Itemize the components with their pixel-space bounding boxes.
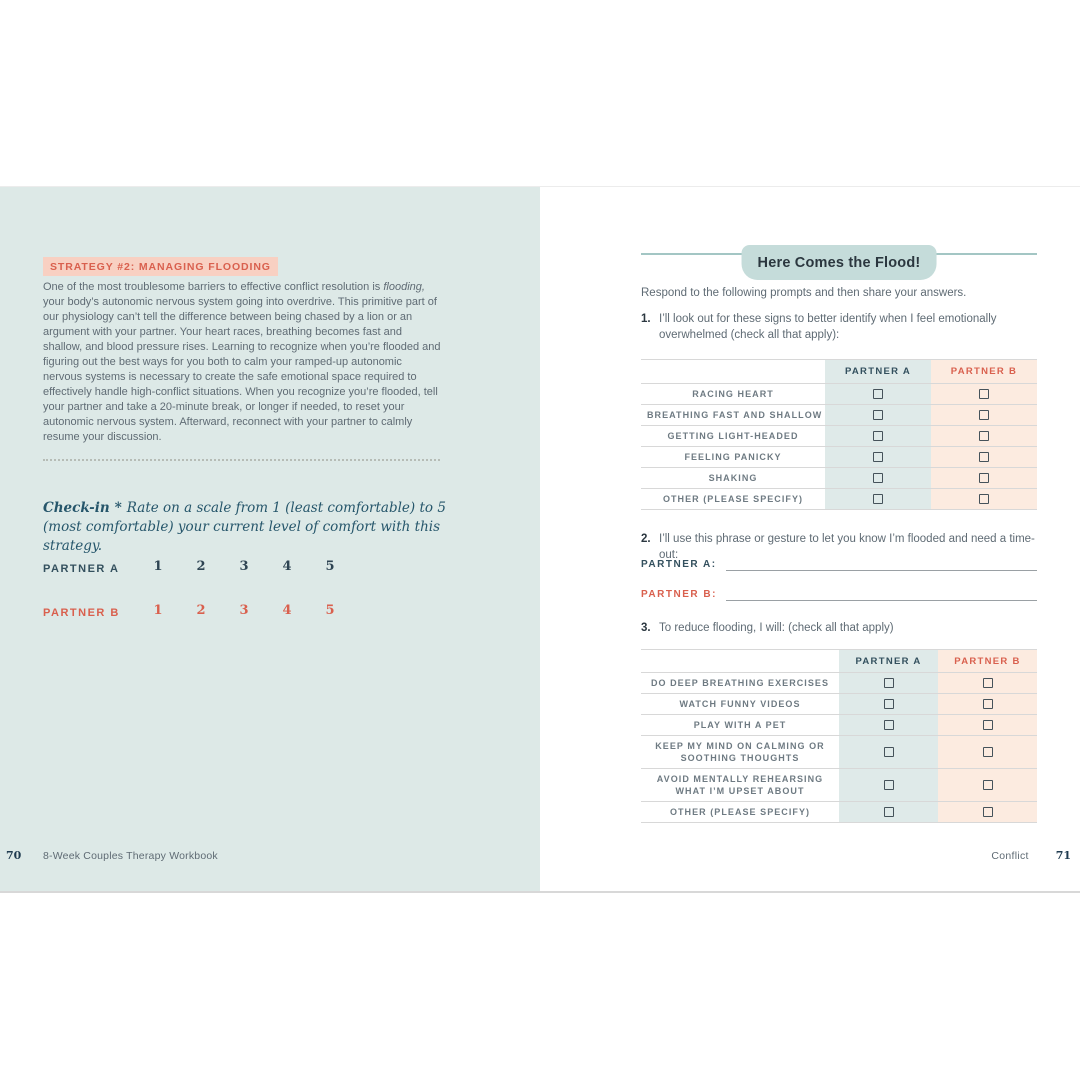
rating-option-3[interactable]: 3 [239,559,249,574]
checkbox-partner-a[interactable] [884,807,894,817]
rating-option-3[interactable]: 3 [239,603,249,618]
table-row-label: FEELING PANICKY [641,447,825,468]
checkbox-partner-b[interactable] [979,389,989,399]
checkbox-partner-b[interactable] [979,473,989,483]
paragraph-italic-term: flooding, [383,281,425,293]
checkbox-partner-a[interactable] [873,410,883,420]
table-row-label: WATCH FUNNY VIDEOS [641,694,839,715]
table-row [641,736,1037,769]
prompt-3-number: 3. [641,622,651,634]
page-number-right: 71 [1055,849,1071,862]
partner-b-response-line[interactable] [726,587,1037,601]
table-cell [938,769,1037,802]
prompt-1-text: I’ll look out for these signs to better identify when I feel emotionally overwhelmed (check all that apply): [659,313,997,341]
checkin-label: Check-in [43,500,110,516]
table-header-partner-b: PARTNER B [931,360,1037,384]
checkbox-partner-b[interactable] [979,410,989,420]
checkbox-partner-b[interactable] [983,720,993,730]
table-cell [938,736,1037,769]
prompt-1 [641,312,1011,343]
table-cell [825,405,931,426]
table-cell [931,384,1037,405]
page-left [0,187,540,891]
checkbox-partner-b[interactable] [983,699,993,709]
rating-option-4[interactable]: 4 [282,559,292,574]
table-row-label: GETTING LIGHT-HEADED [641,426,825,447]
strategy-heading: STRATEGY #2: MANAGING FLOODING [43,257,278,276]
partner-a-rating-label: PARTNER A [43,563,120,575]
table-cell [931,468,1037,489]
page-right [540,187,1080,891]
table-header-row [641,650,1037,673]
checkbox-partner-a[interactable] [884,678,894,688]
table-row-label: AVOID MENTALLY REHEARSING WHAT I’M UPSET ABOUT [641,769,839,802]
table-cell [938,673,1037,694]
checkbox-partner-a[interactable] [884,780,894,790]
dotted-divider [43,459,440,461]
rating-option-1[interactable]: 1 [153,559,163,574]
write-in-partner-a [641,555,1037,571]
table-cell [839,736,938,769]
table-row [641,468,1037,489]
checkbox-partner-a[interactable] [884,720,894,730]
table-row [641,802,1037,823]
table-row [641,405,1037,426]
table-row [641,447,1037,468]
table-cell [839,802,938,823]
prompt-1-number: 1. [641,313,651,325]
table-cell [825,489,931,510]
book-spread [0,186,1080,893]
table-cell [839,769,938,802]
rating-option-2[interactable]: 2 [196,559,206,574]
table-row-label: BREATHING FAST AND SHALLOW [641,405,825,426]
table-cell [839,694,938,715]
intro-text: Respond to the following prompts and then share your answers. [641,287,967,299]
table-cell [839,673,938,694]
book-title: 8-Week Couples Therapy Workbook [43,850,218,862]
table-header-partner-a: PARTNER A [825,360,931,384]
checkbox-partner-b[interactable] [983,747,993,757]
rating-option-5[interactable]: 5 [325,603,335,618]
table-row [641,715,1037,736]
checkin-text: Rate on a scale from 1 (least comfortable) to 5 (most comfortable) your current level of comfort with this strategy. [43,500,446,554]
checkbox-partner-b[interactable] [979,431,989,441]
table-header-row [641,360,1037,384]
prompt-2-number: 2. [641,533,651,545]
table-row [641,694,1037,715]
table-cell [938,715,1037,736]
section-name: Conflict [991,850,1029,862]
partner-b-write-label: PARTNER B: [641,589,717,600]
table-row [641,384,1037,405]
table-row [641,673,1037,694]
checkbox-partner-a[interactable] [873,452,883,462]
table-row-label: OTHER (PLEASE SPECIFY) [641,802,839,823]
checkbox-partner-b[interactable] [983,678,993,688]
strategy-paragraph [43,280,441,445]
table-header-partner-a: PARTNER A [839,650,938,673]
section-banner: Here Comes the Flood! [742,245,937,280]
table-row-label: PLAY WITH A PET [641,715,839,736]
partner-a-write-label: PARTNER A: [641,559,717,570]
table-row-label: KEEP MY MIND ON CALMING OR SOOTHING THOUGHTS [641,736,839,769]
flooding-signs-table [641,359,1037,510]
checkbox-partner-b[interactable] [983,780,993,790]
table-cell [931,447,1037,468]
table-row-label: DO DEEP BREATHING EXERCISES [641,673,839,694]
table-header-blank [641,650,839,673]
checkin-instruction [43,499,447,556]
checkbox-partner-b[interactable] [983,807,993,817]
table-cell [839,715,938,736]
table-header-blank [641,360,825,384]
prompt-3-text: To reduce flooding, I will: (check all that apply) [659,622,894,634]
rating-option-5[interactable]: 5 [325,559,335,574]
paragraph-text-end: your body’s autonomic nervous system going into overdrive. This primitive part of our physiology can’t tell the difference between being chased by a lion or an argument with your partner. Your heart races, breathing becomes fast and shallow, and blood pressure rises. Learning to recognize when you’re flooded and figuring out the best ways for you both to calm your ramped-up autonomic nervous systems is necessary to create the safe emotional space required to effectively handle high-conflict situations. When you recognize you’re flooded, tell your partner and take a 20-minute break, or longer if needed, to reset your autonomic nervous system. Afterward, reconnect with your partner to calmly resume your discussion. [43,296,441,443]
table-header-partner-b: PARTNER B [938,650,1037,673]
partner-a-response-line[interactable] [726,557,1037,571]
rating-option-2[interactable]: 2 [196,603,206,618]
table-cell [931,426,1037,447]
prompt-3 [641,621,1037,637]
checkbox-partner-a[interactable] [884,747,894,757]
write-in-partner-b [641,585,1037,601]
table-row [641,769,1037,802]
paragraph-text-start: One of the most troublesome barriers to effective conflict resolution is [43,281,384,293]
checkbox-partner-a[interactable] [873,494,883,504]
table-cell [931,405,1037,426]
checkbox-partner-a[interactable] [884,699,894,709]
table-cell [938,802,1037,823]
table-row [641,489,1037,510]
page-number-left: 70 [6,849,22,862]
table-row [641,426,1037,447]
rating-row-partner-a [43,559,383,577]
checkbox-partner-b[interactable] [979,452,989,462]
table-cell [825,468,931,489]
checkbox-partner-a[interactable] [873,431,883,441]
checkbox-partner-b[interactable] [979,494,989,504]
rating-option-4[interactable]: 4 [282,603,292,618]
checkbox-partner-a[interactable] [873,473,883,483]
table-row-label: RACING HEART [641,384,825,405]
table-cell [825,384,931,405]
table-row-label: SHAKING [641,468,825,489]
prompt-2-text: I’ll use this phrase or gesture to let you know I’m flooded and need a time-out: [659,533,1035,561]
rating-row-partner-b [43,603,383,621]
table-cell [825,426,931,447]
table-cell [931,489,1037,510]
rating-option-1[interactable]: 1 [153,603,163,618]
table-cell [825,447,931,468]
reduce-flooding-table [641,649,1037,823]
table-row-label: OTHER (PLEASE SPECIFY) [641,489,825,510]
table-cell [938,694,1037,715]
checkbox-partner-a[interactable] [873,389,883,399]
partner-b-rating-label: PARTNER B [43,607,120,619]
asterisk-separator: * [114,500,122,516]
